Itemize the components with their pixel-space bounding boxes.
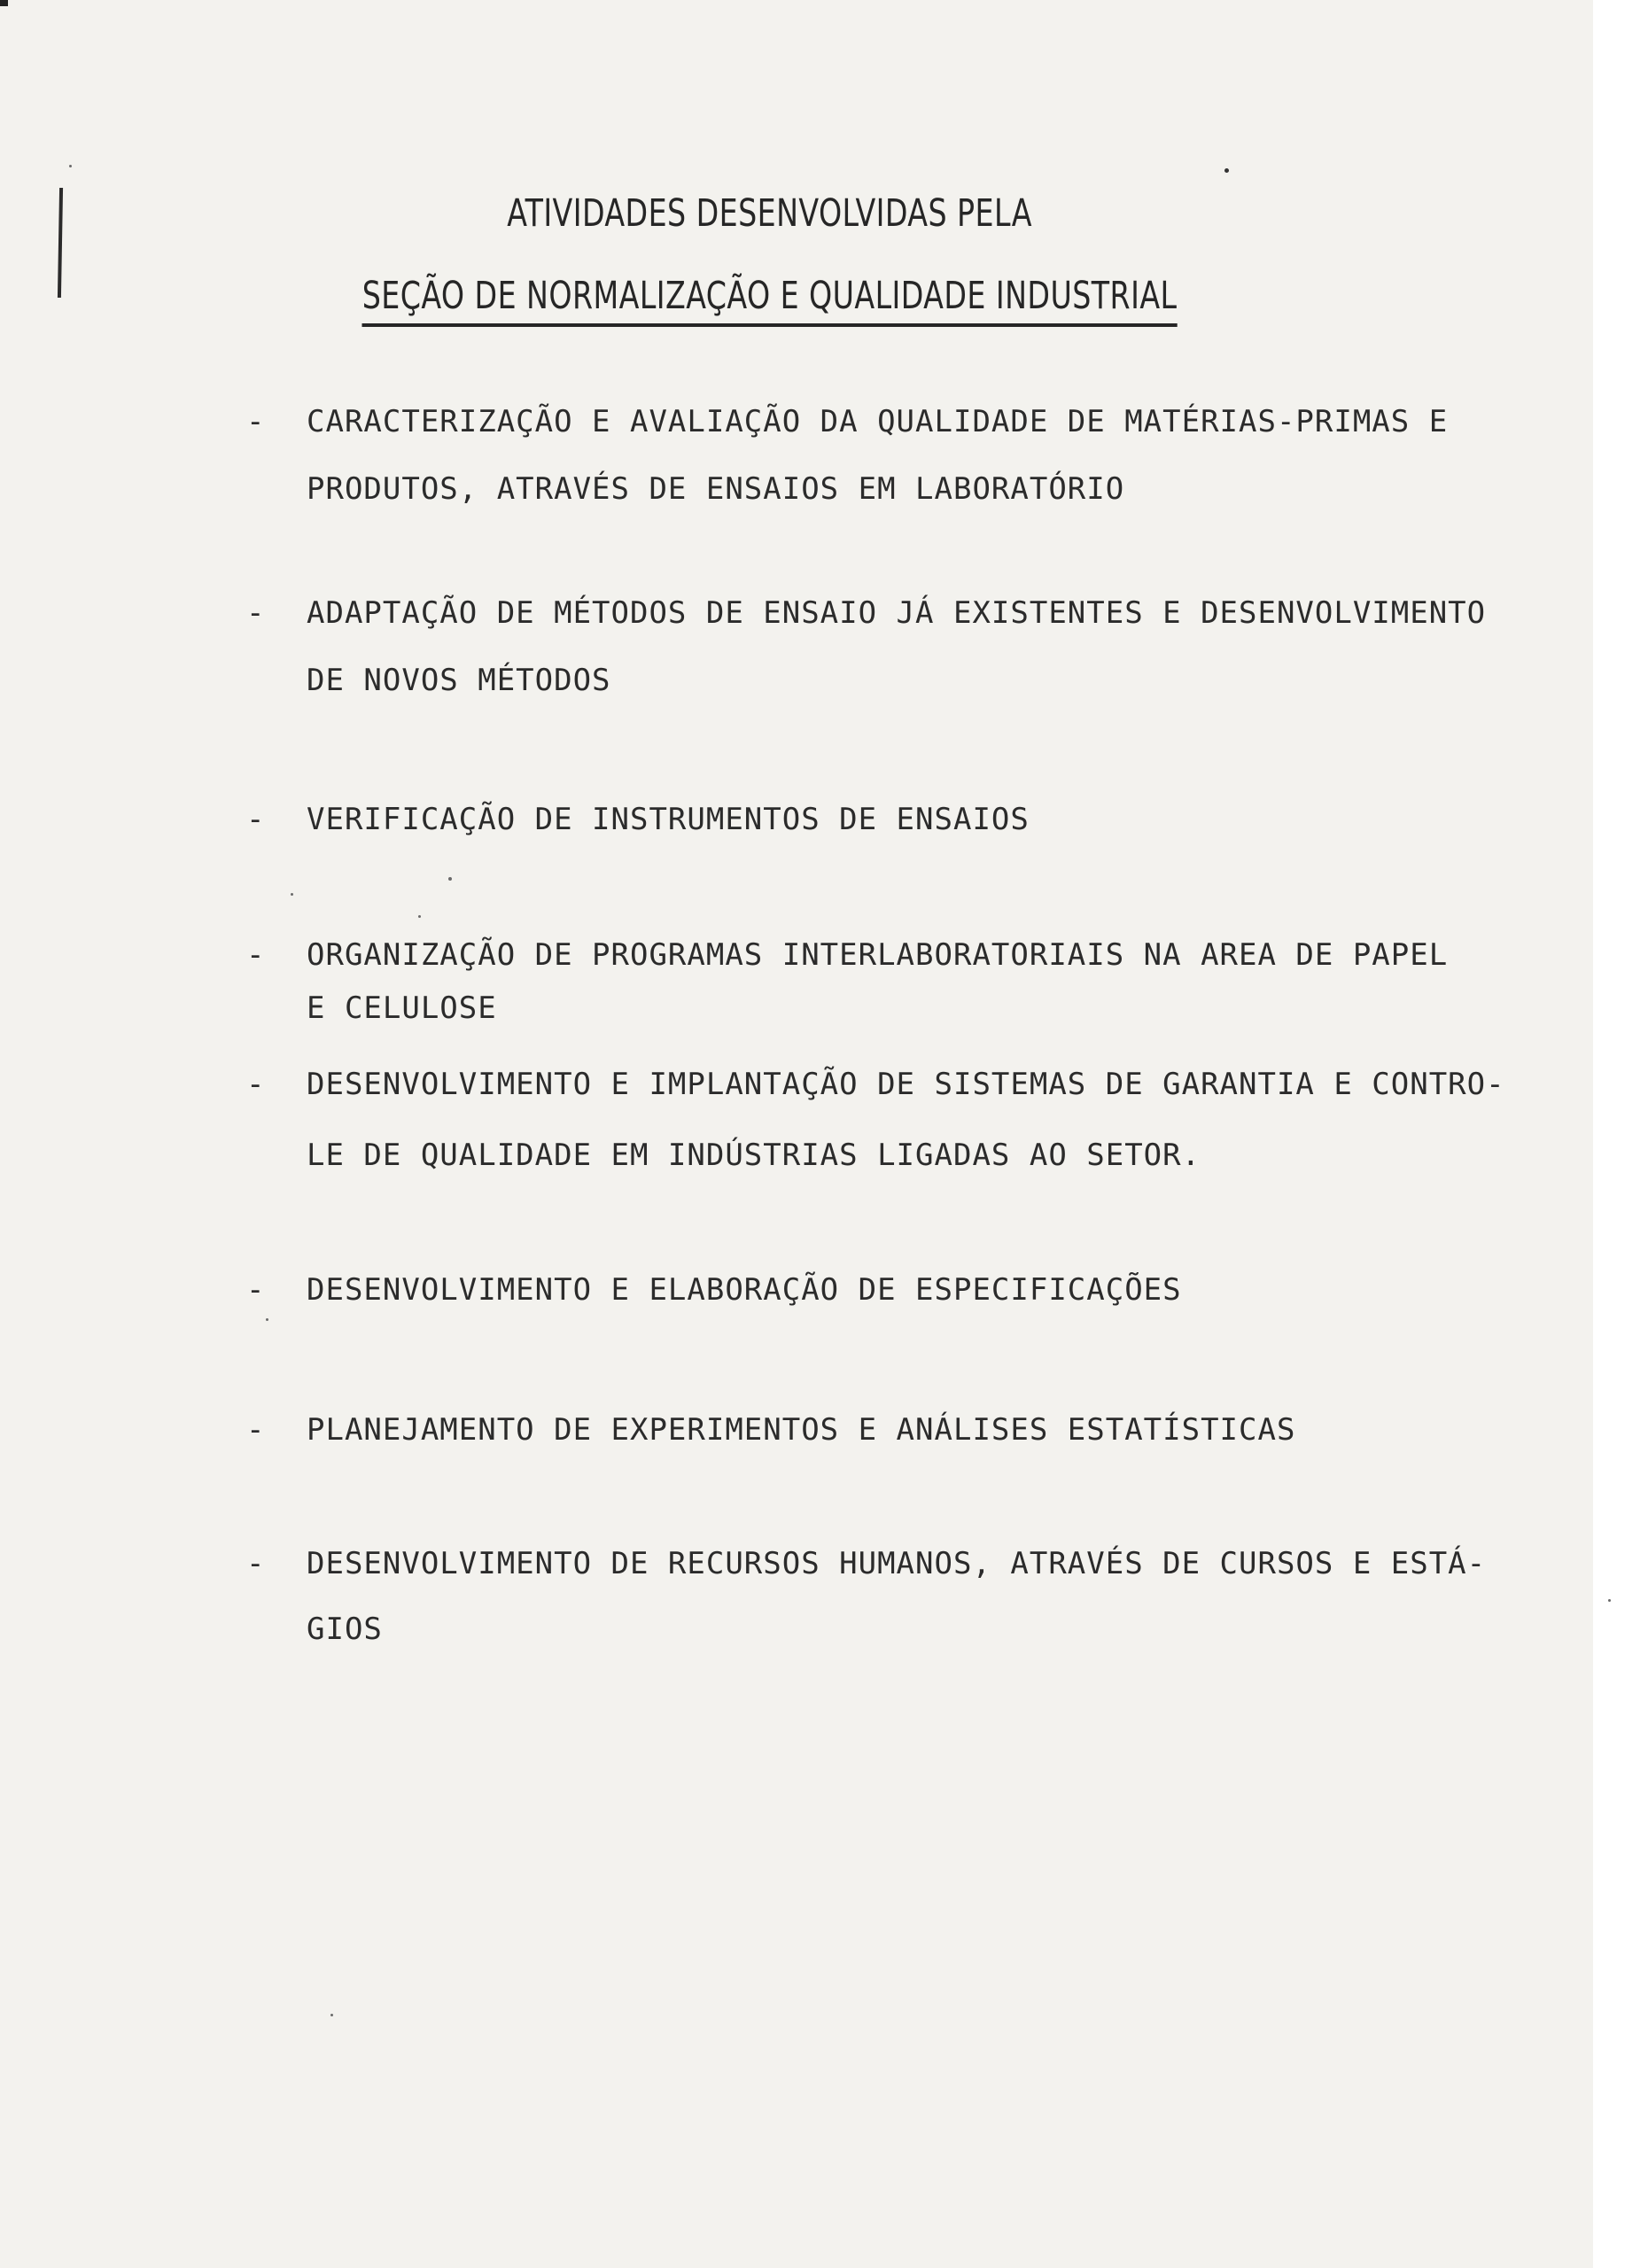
dust-speck [448, 877, 452, 881]
title-line-2: SEÇÃO DE NORMALIZAÇÃO E QUALIDADE INDUSTRIAL [362, 274, 1178, 327]
item-line-2: DE NOVOS MÉTODOS [307, 663, 611, 698]
bullet-dash: - [246, 1546, 266, 1581]
item-line-2: E CELULOSE [307, 990, 497, 1026]
title-line-1: ATIVIDADES DESENVOLVIDAS PELA [507, 191, 1032, 236]
document-title [0, 173, 1539, 337]
dust-speck [266, 1318, 268, 1321]
item-line-2: PRODUTOS, ATRAVÉS DE ENSAIOS EM LABORATÓRIO [307, 471, 1125, 507]
scan-corner-mark [0, 0, 8, 6]
bullet-dash: - [246, 1272, 266, 1308]
bullet-dash: - [246, 404, 266, 439]
bullet-dash: - [246, 1067, 266, 1102]
dust-speck [330, 2014, 333, 2016]
item-line-1: PLANEJAMENTO DE EXPERIMENTOS E ANÁLISES ESTATÍSTICAS [307, 1412, 1296, 1448]
item-line-1: DESENVOLVIMENTO E ELABORAÇÃO DE ESPECIFICAÇÕES [307, 1272, 1182, 1308]
dust-speck [291, 893, 293, 896]
item-line-1: CARACTERIZAÇÃO E AVALIAÇÃO DA QUALIDADE DE MATÉRIAS-PRIMAS E [307, 404, 1449, 439]
item-line-1: VERIFICAÇÃO DE INSTRUMENTOS DE ENSAIOS [307, 802, 1030, 837]
bullet-dash: - [246, 595, 266, 631]
item-line-1: ORGANIZAÇÃO DE PROGRAMAS INTERLABORATORIAIS NA AREA DE PAPEL [307, 937, 1449, 973]
item-line-2: GIOS [307, 1612, 383, 1647]
item-line-1: DESENVOLVIMENTO DE RECURSOS HUMANOS, ATRAVÉS DE CURSOS E ESTÁ- [307, 1546, 1487, 1581]
dust-speck [69, 165, 72, 167]
scan-margin [1593, 0, 1648, 2268]
bullet-dash: - [246, 937, 266, 973]
item-line-2: LE DE QUALIDADE EM INDÚSTRIAS LIGADAS AO SETOR. [307, 1138, 1201, 1173]
bullet-dash: - [246, 1412, 266, 1448]
dust-speck [1608, 1599, 1611, 1602]
dust-speck [418, 915, 421, 918]
bullet-dash: - [246, 802, 266, 837]
item-line-1: DESENVOLVIMENTO E IMPLANTAÇÃO DE SISTEMAS DE GARANTIA E CONTRO- [307, 1067, 1505, 1102]
item-line-1: ADAPTAÇÃO DE MÉTODOS DE ENSAIO JÁ EXISTENTES E DESENVOLVIMENTO [307, 595, 1487, 631]
